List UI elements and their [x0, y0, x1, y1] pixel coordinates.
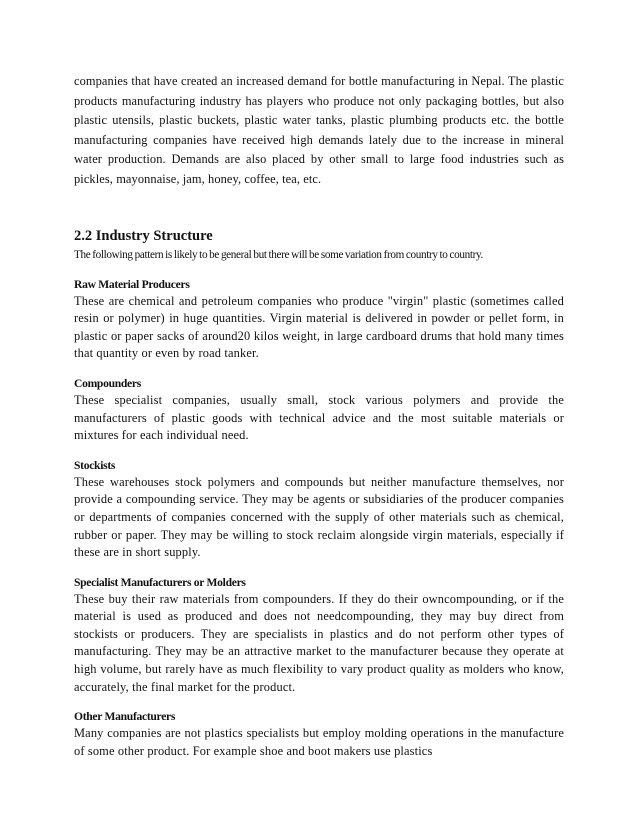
block-heading: Other Manufacturers — [74, 710, 176, 724]
block-text: These buy their raw materials from compounders. If they do their owncompounding, or if the material is used as produced and does not needcompounding, they may buy direct from stockists or producers. They are specialists in plastics and do not perform other types of manufacturing. They may be an attractive market to the manufacturer because they operate at high volume, but rarely have as much flexibility to vary product quality as molders who know, accurately, the final market for the product. — [74, 591, 564, 694]
document-page — [74, 72, 564, 760]
specialist-manufacturers-section — [74, 574, 564, 697]
block-heading: Compounders — [74, 376, 141, 390]
section-heading: 2.2 Industry Structure — [74, 227, 213, 244]
section-intro: The following pattern is likely to be general but there will be some variation from country to country. — [74, 248, 483, 261]
block-heading: Raw Material Producers — [74, 277, 190, 291]
block-text: Many companies are not plastics specialists but employ molding operations in the manufacture of some other product. For example shoe and boot makers use plastics — [74, 726, 564, 758]
block-heading: Stockists — [74, 458, 116, 472]
compounders-section — [74, 375, 564, 445]
block-text: These specialist companies, usually small, stock various polymers and provide the manufacturers of plastic goods with technical advice and the most suitable materials or mixtures for each individual need. — [74, 392, 564, 443]
opening-paragraph: companies that have created an increased demand for bottle manufacturing in Nepal. The plastic products manufacturing industry has players who produce not only packaging bottles, but also plastic utensils, plastic buckets, plastic water tanks, plastic plumbing products etc. the bottle manufacturing companies have received high demands lately due to the increase in mineral water production. Demands are also placed by other small to large food industries such as pickles, mayonnaise, jam, honey, coffee, tea, etc. — [74, 74, 564, 186]
raw-material-producers-section — [74, 276, 564, 363]
block-text: These warehouses stock polymers and compounds but neither manufacture themselves, nor provide a compounding service. They may be agents or subsidiaries of the producer companies or departments of companies concerned with the supply of other materials such as chemical, rubber or paper. They may be willing to stock reclaim alongside virgin materials, especially if these are in short supply. — [74, 474, 564, 560]
block-heading: Specialist Manufacturers or Molders — [74, 575, 246, 589]
block-text: These are chemical and petroleum companies who produce "virgin" plastic (sometimes called resin or polymer) in huge quantities. Virgin material is delivered in powder or pellet form, in plastic or paper sacks of around20 kilos weight, in large cardboard drums that hold many times that quantity or even by road tanker. — [74, 293, 564, 361]
other-manufacturers-section — [74, 708, 564, 760]
stockists-section — [74, 457, 564, 562]
